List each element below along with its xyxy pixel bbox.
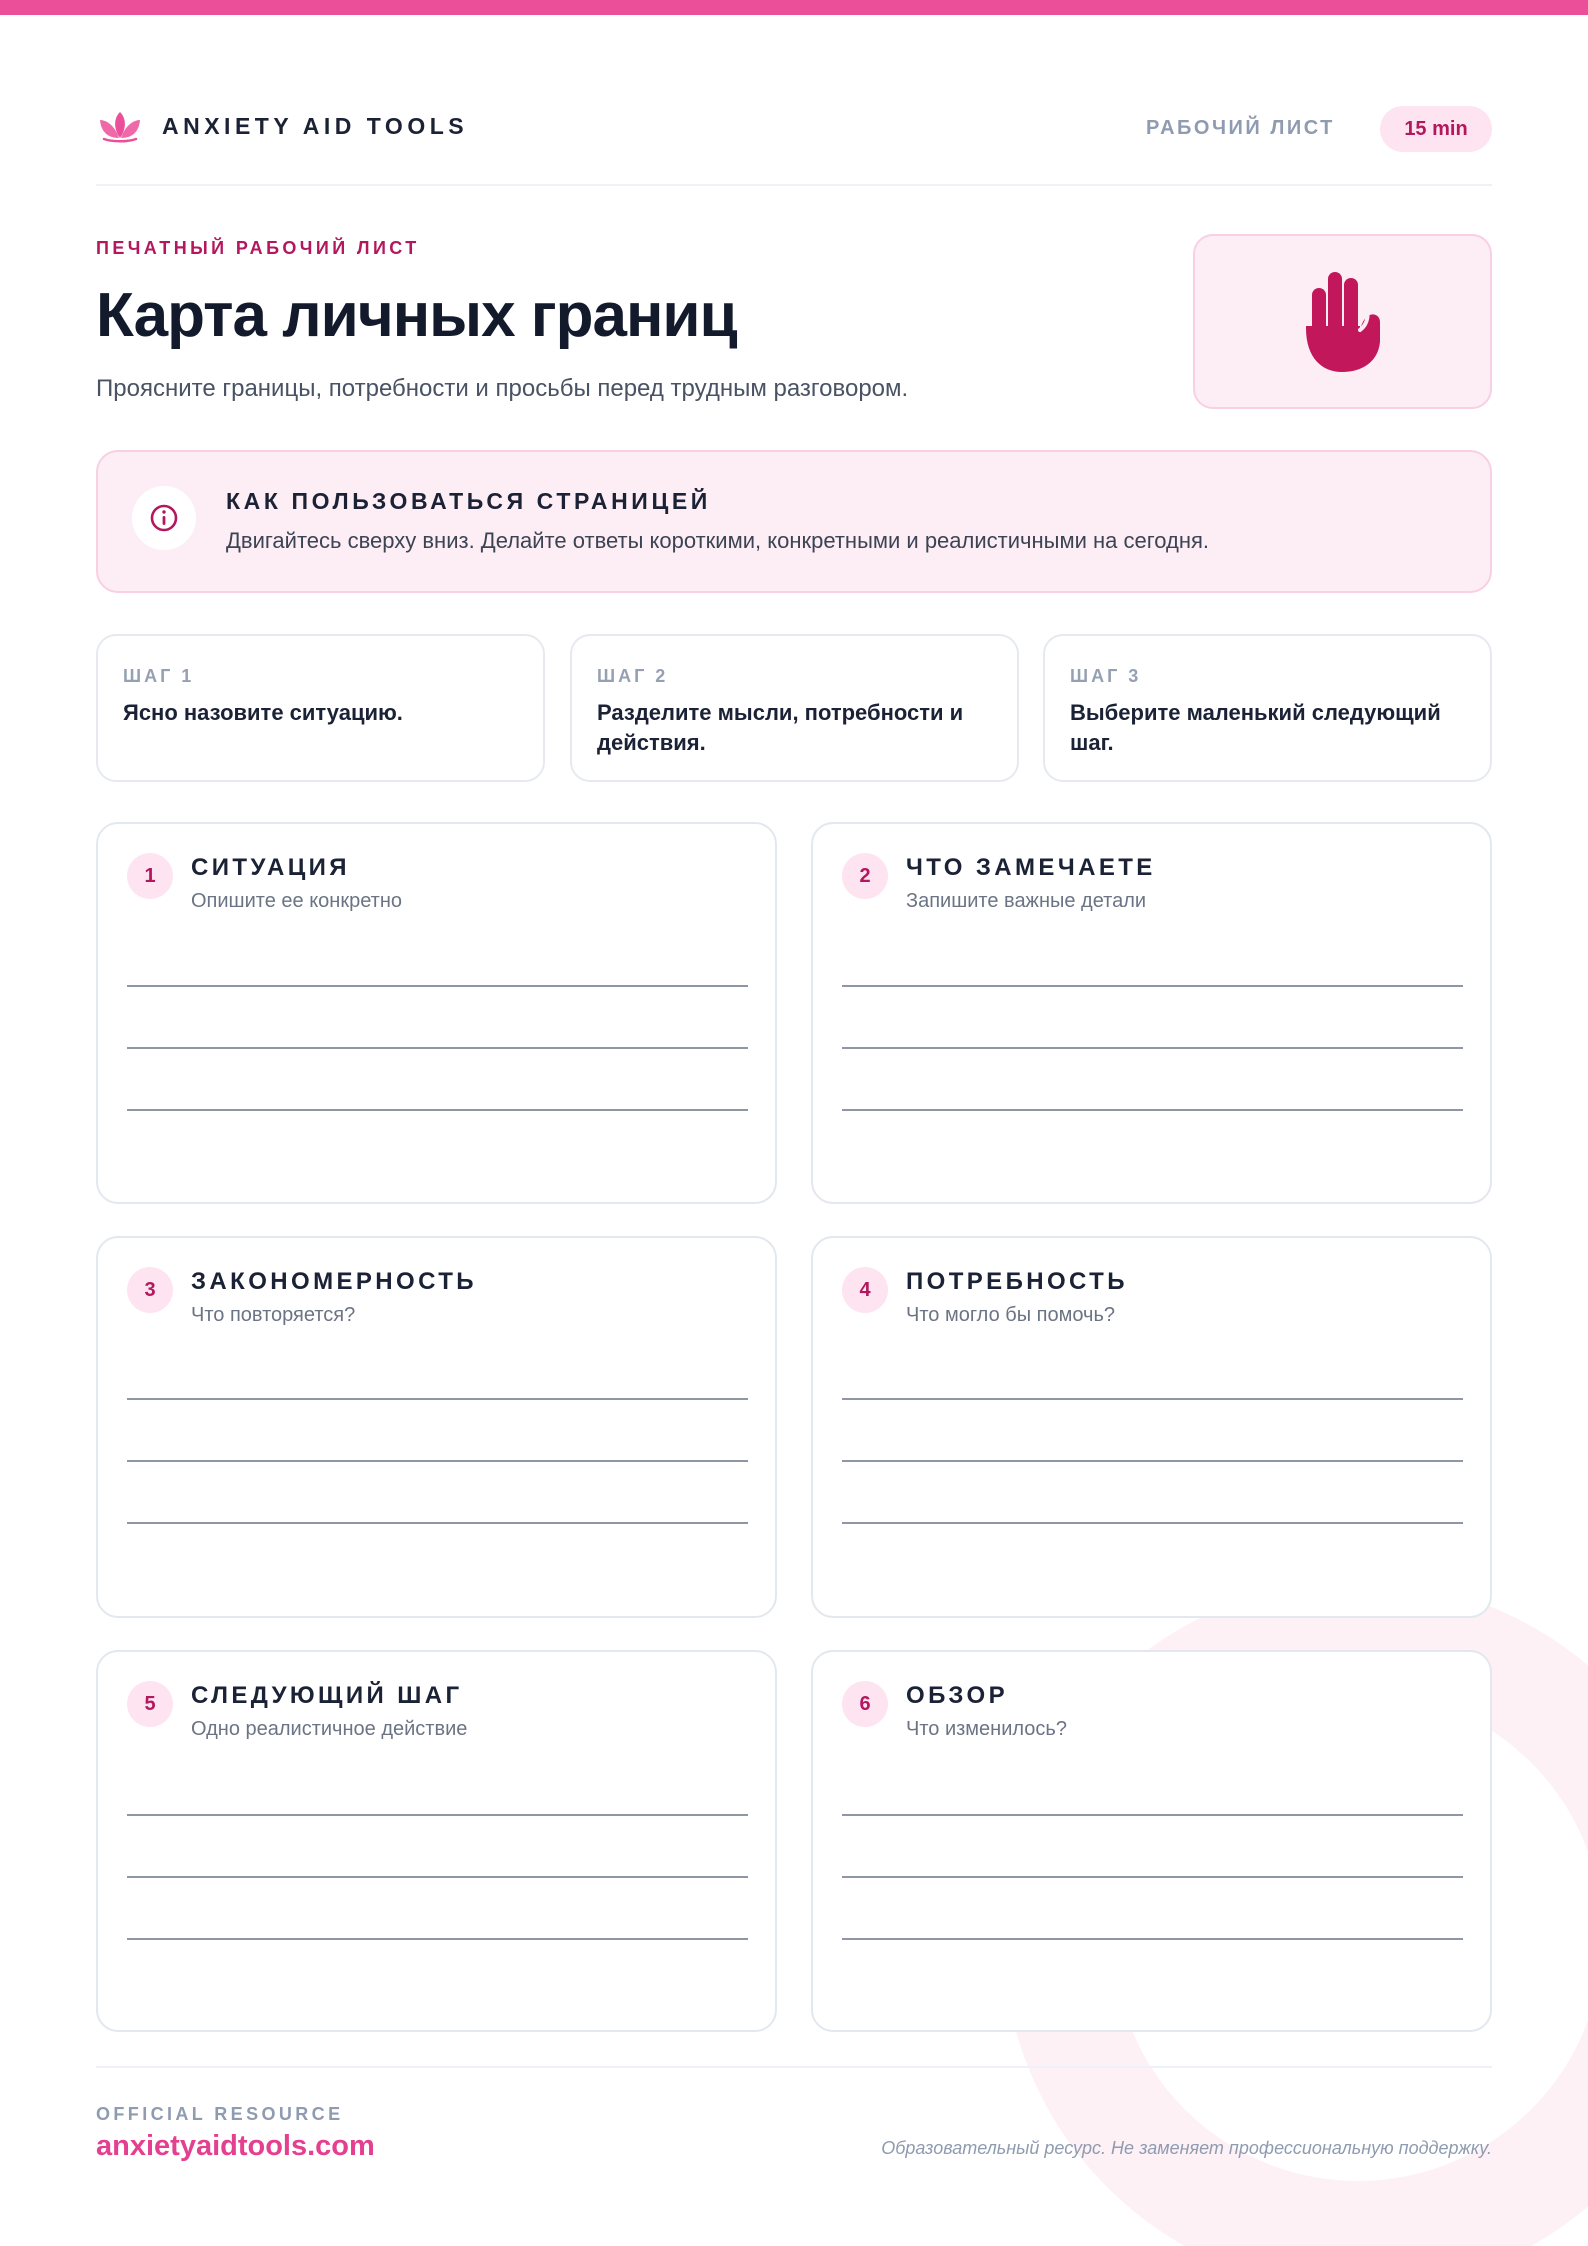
- section-hint: Запишите важные детали: [906, 890, 1147, 912]
- info-icon-container: [132, 486, 196, 550]
- section-review: [811, 1650, 1492, 2032]
- section-situation: [96, 822, 777, 1204]
- step-card-1: [96, 634, 545, 782]
- writing-line[interactable]: [127, 1522, 748, 1524]
- section-notice: [811, 822, 1492, 1204]
- writing-line[interactable]: [127, 985, 748, 987]
- writing-line[interactable]: [842, 1522, 1463, 1524]
- section-number-badge: 3: [127, 1267, 173, 1313]
- writing-line[interactable]: [842, 1814, 1463, 1816]
- step-card-2: [570, 634, 1019, 782]
- step-text: Ясно назовите ситуацию.: [123, 700, 403, 725]
- section-title: ЧТО ЗАМЕЧАЕТЕ: [906, 854, 1156, 881]
- writing-line[interactable]: [127, 1938, 748, 1940]
- document-type-label: РАБОЧИЙ ЛИСТ: [1146, 117, 1335, 139]
- section-title: ЗАКОНОМЕРНОСТЬ: [191, 1268, 477, 1295]
- section-number-badge: 1: [127, 853, 173, 899]
- section-hint: Что повторяется?: [191, 1304, 356, 1326]
- writing-line[interactable]: [842, 1876, 1463, 1878]
- step-text: Разделите мысли, потребности и действия.: [597, 700, 964, 755]
- section-title: СИТУАЦИЯ: [191, 854, 350, 881]
- writing-line[interactable]: [127, 1047, 748, 1049]
- top-accent-bar: [0, 0, 1588, 15]
- step-label: ШАГ 1: [123, 666, 195, 686]
- writing-line[interactable]: [127, 1398, 748, 1400]
- section-number-badge: 6: [842, 1681, 888, 1727]
- writing-line[interactable]: [842, 1938, 1463, 1940]
- brand[interactable]: [96, 108, 468, 144]
- step-label: ШАГ 2: [597, 666, 669, 686]
- section-pattern: [96, 1236, 777, 1618]
- section-title: ПОТРЕБНОСТЬ: [906, 1268, 1128, 1295]
- eyebrow-label: ПЕЧАТНЫЙ РАБОЧИЙ ЛИСТ: [96, 238, 420, 258]
- section-number-badge: 5: [127, 1681, 173, 1727]
- raised-hand-icon: [1298, 268, 1388, 376]
- banner-title: КАК ПОЛЬЗОВАТЬСЯ СТРАНИЦЕЙ: [226, 488, 711, 514]
- header-divider: [96, 184, 1492, 186]
- footer-disclaimer: Образовательный ресурс. Не заменяет профессиональную поддержку.: [881, 2138, 1492, 2158]
- how-to-use-banner: [96, 450, 1492, 593]
- writing-line[interactable]: [127, 1109, 748, 1111]
- writing-line[interactable]: [842, 985, 1463, 987]
- page-title: Карта личных границ: [96, 281, 737, 350]
- section-number-badge: 4: [842, 1267, 888, 1313]
- section-hint: Опишите ее конкретно: [191, 890, 402, 912]
- footer-divider: [96, 2066, 1492, 2068]
- writing-line[interactable]: [842, 1398, 1463, 1400]
- section-hint: Одно реалистичное действие: [191, 1718, 468, 1740]
- footer-label: OFFICIAL RESOURCE: [96, 2104, 344, 2124]
- section-hint: Что изменилось?: [906, 1718, 1067, 1740]
- step-text: Выберите маленький следующий шаг.: [1070, 700, 1441, 755]
- brand-name: ANXIETY AID TOOLS: [162, 112, 469, 139]
- section-need: [811, 1236, 1492, 1618]
- section-hint: Что могло бы помочь?: [906, 1304, 1115, 1326]
- page-subtitle: Проясните границы, потребности и просьбы перед трудным разговором.: [96, 375, 909, 402]
- section-number-badge: 2: [842, 853, 888, 899]
- step-card-3: [1043, 634, 1492, 782]
- writing-line[interactable]: [127, 1876, 748, 1878]
- writing-line[interactable]: [127, 1460, 748, 1462]
- section-title: ОБЗОР: [906, 1682, 1008, 1709]
- writing-line[interactable]: [842, 1047, 1463, 1049]
- lotus-icon: [96, 108, 144, 144]
- section-title: СЛЕДУЮЩИЙ ШАГ: [191, 1682, 463, 1709]
- step-label: ШАГ 3: [1070, 666, 1142, 686]
- hero-illustration: [1193, 234, 1492, 409]
- banner-text: Двигайтесь сверху вниз. Делайте ответы короткими, конкретными и реалистичными на сегодня.: [226, 528, 1210, 553]
- info-icon: [149, 503, 179, 533]
- writing-line[interactable]: [842, 1460, 1463, 1462]
- writing-line[interactable]: [842, 1109, 1463, 1111]
- footer-site-link[interactable]: anxietyaidtools.com: [96, 2130, 375, 2162]
- section-next-step: [96, 1650, 777, 2032]
- writing-line[interactable]: [127, 1814, 748, 1816]
- time-badge: 15 min: [1380, 106, 1492, 152]
